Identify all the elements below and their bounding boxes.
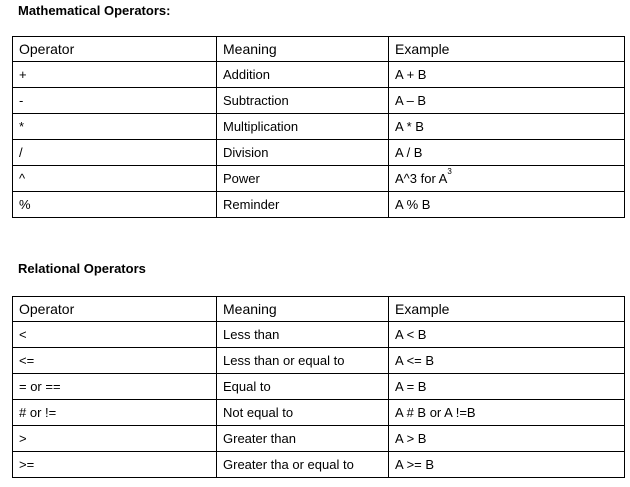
table-row (13, 374, 625, 400)
example-cell: A + B (389, 62, 625, 88)
table-row (13, 166, 625, 192)
column-header-operator: Operator (13, 37, 217, 62)
meaning-cell: Not equal to (217, 400, 389, 426)
relational-operators-table (12, 296, 625, 478)
operator-cell: + (13, 62, 217, 88)
example-cell: A / B (389, 140, 625, 166)
meaning-cell: Subtraction (217, 88, 389, 114)
meaning-cell: Addition (217, 62, 389, 88)
table-row (13, 192, 625, 218)
column-header-operator: Operator (13, 297, 217, 322)
table-row (13, 140, 625, 166)
example-cell: A = B (389, 374, 625, 400)
math-operators-table (12, 36, 625, 218)
exponent-superscript: 3 (447, 167, 452, 176)
example-cell: A > B (389, 426, 625, 452)
example-cell: A % B (389, 192, 625, 218)
meaning-cell: Equal to (217, 374, 389, 400)
operator-cell: # or != (13, 400, 217, 426)
operator-cell: * (13, 114, 217, 140)
example-cell (389, 166, 625, 192)
operator-cell: <= (13, 348, 217, 374)
column-header-example: Example (389, 37, 625, 62)
table-row (13, 88, 625, 114)
column-header-meaning: Meaning (217, 297, 389, 322)
table-header-row (13, 37, 625, 62)
operator-cell: ^ (13, 166, 217, 192)
operator-cell: % (13, 192, 217, 218)
table-row (13, 452, 625, 478)
table-row (13, 400, 625, 426)
table-row (13, 322, 625, 348)
column-header-example: Example (389, 297, 625, 322)
column-header-meaning: Meaning (217, 37, 389, 62)
operator-cell: / (13, 140, 217, 166)
meaning-cell: Reminder (217, 192, 389, 218)
table-row (13, 114, 625, 140)
operator-cell: = or == (13, 374, 217, 400)
example-cell: A >= B (389, 452, 625, 478)
relational-operators-heading: Relational Operators (18, 261, 146, 276)
meaning-cell: Division (217, 140, 389, 166)
operator-cell: >= (13, 452, 217, 478)
meaning-cell: Multiplication (217, 114, 389, 140)
operator-cell: - (13, 88, 217, 114)
table-header-row (13, 297, 625, 322)
example-cell: A < B (389, 322, 625, 348)
example-cell: A – B (389, 88, 625, 114)
operator-cell: > (13, 426, 217, 452)
example-text: A^3 for A (395, 171, 448, 186)
table-row (13, 426, 625, 452)
meaning-cell: Less than (217, 322, 389, 348)
operator-cell: < (13, 322, 217, 348)
table-row (13, 62, 625, 88)
table-row (13, 348, 625, 374)
meaning-cell: Greater than (217, 426, 389, 452)
example-cell: A # B or A !=B (389, 400, 625, 426)
example-cell: A <= B (389, 348, 625, 374)
example-cell: A * B (389, 114, 625, 140)
meaning-cell: Power (217, 166, 389, 192)
meaning-cell: Less than or equal to (217, 348, 389, 374)
meaning-cell: Greater tha or equal to (217, 452, 389, 478)
math-operators-heading: Mathematical Operators: (18, 3, 171, 18)
